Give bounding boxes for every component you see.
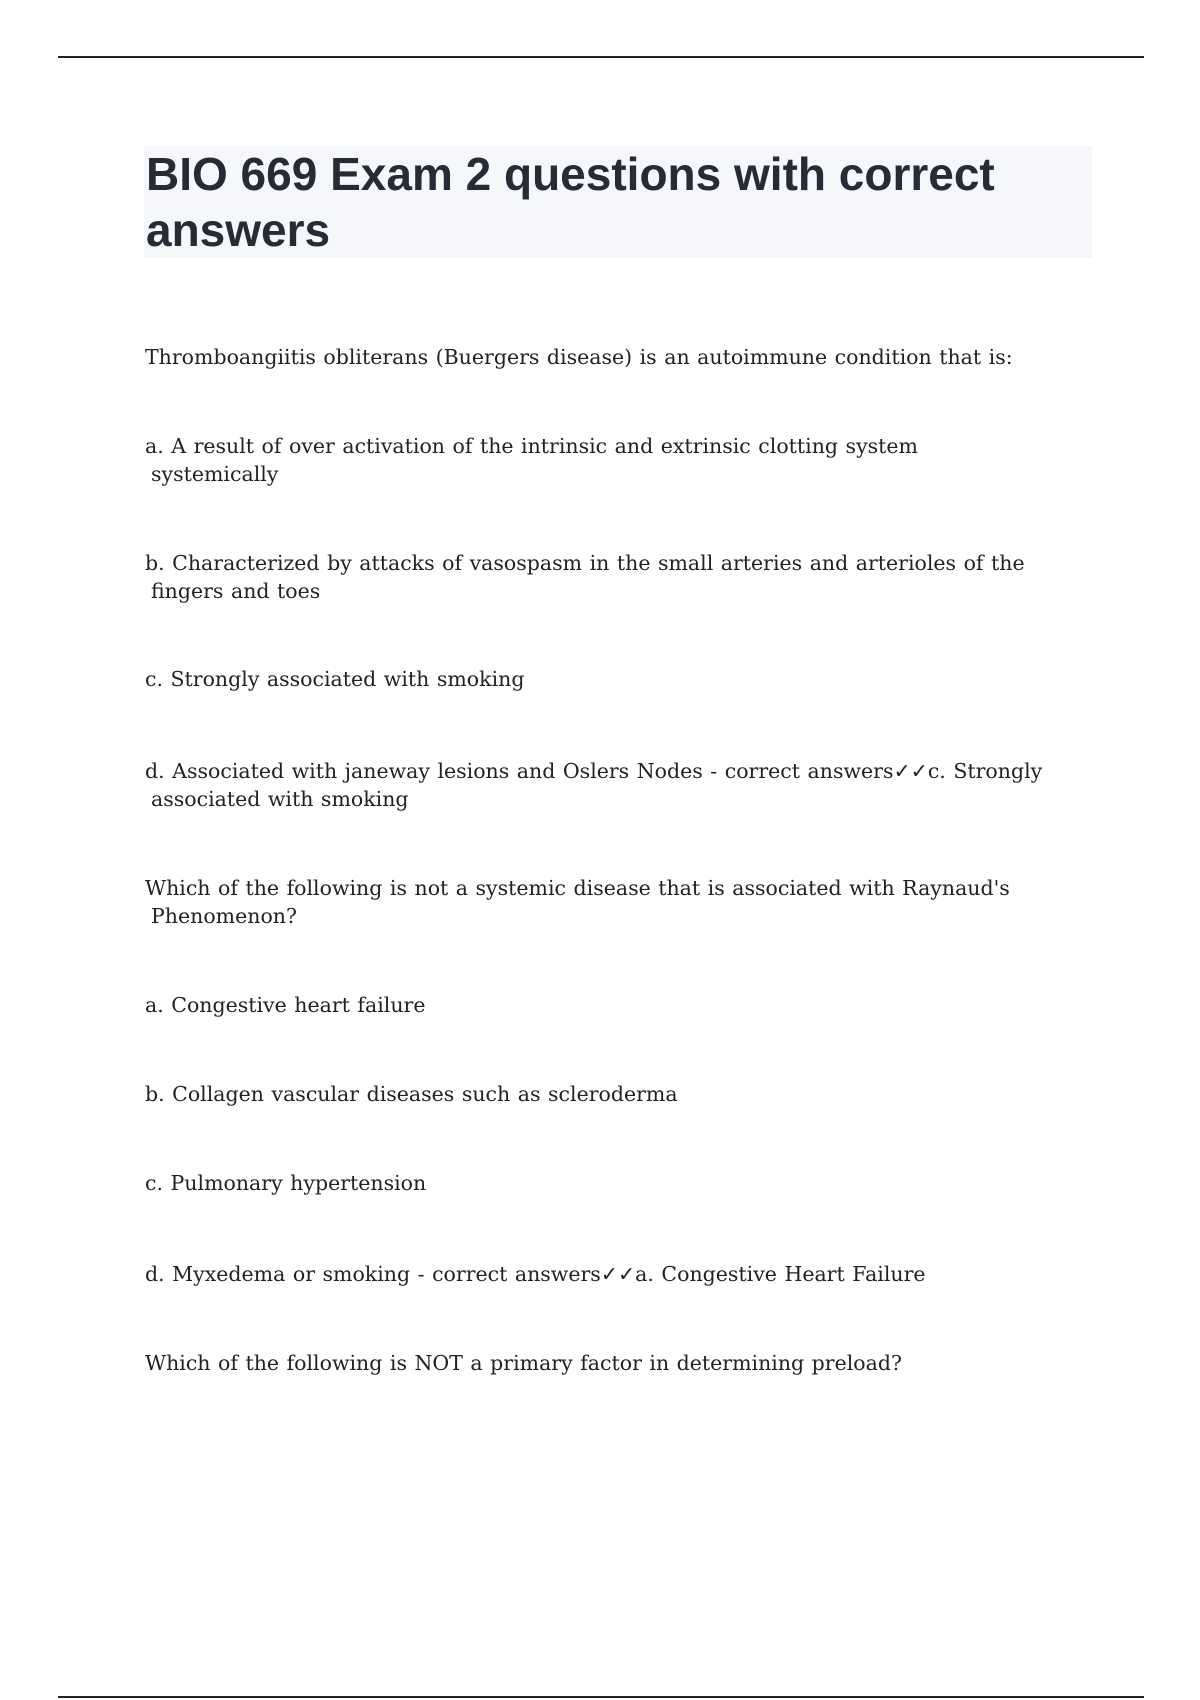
text-line: b. Characterized by attacks of vasospasm in the small arteries and arterioles of the xyxy=(145,551,1025,575)
text-line: Thromboangiitis obliterans (Buergers disease) is an autoimmune condition that is: xyxy=(145,345,1013,369)
text-line: Which of the following is not a systemic disease that is associated with Raynaud's xyxy=(145,876,1010,900)
footer-rule xyxy=(58,1696,1144,1698)
text-line-continuation: systemically xyxy=(151,462,279,486)
question-2-option-a xyxy=(145,991,1105,1019)
question-3-stem xyxy=(145,1349,1105,1377)
text-line: d. Myxedema or smoking - correct answers✓✓a. Congestive Heart Failure xyxy=(145,1262,926,1286)
text-line-continuation: associated with smoking xyxy=(151,787,409,811)
question-2-option-c xyxy=(145,1169,1105,1197)
title-banner xyxy=(144,146,1092,258)
question-1-option-a xyxy=(145,432,1105,488)
question-1-option-d-answer xyxy=(145,757,1105,813)
question-1-stem xyxy=(145,343,1105,371)
text-line: c. Pulmonary hypertension xyxy=(145,1171,427,1195)
question-1-option-b xyxy=(145,549,1105,605)
question-2-option-d-answer xyxy=(145,1260,1105,1288)
text-line: c. Strongly associated with smoking xyxy=(145,667,525,691)
text-line: Which of the following is NOT a primary factor in determining preload? xyxy=(145,1351,902,1375)
text-line: d. Associated with janeway lesions and Oslers Nodes - correct answers✓✓c. Strongly xyxy=(145,759,1043,783)
question-2-option-b xyxy=(145,1080,1105,1108)
text-line-continuation: fingers and toes xyxy=(151,579,321,603)
header-rule xyxy=(58,56,1144,58)
text-line: a. A result of over activation of the intrinsic and extrinsic clotting system xyxy=(145,434,918,458)
question-2-stem xyxy=(145,874,1105,930)
text-line-continuation: Phenomenon? xyxy=(151,904,297,928)
document-title: BIO 669 Exam 2 questions with correct answers xyxy=(146,148,995,256)
question-1-option-c xyxy=(145,665,1105,693)
text-line: a. Congestive heart failure xyxy=(145,993,426,1017)
text-line: b. Collagen vascular diseases such as scleroderma xyxy=(145,1082,678,1106)
